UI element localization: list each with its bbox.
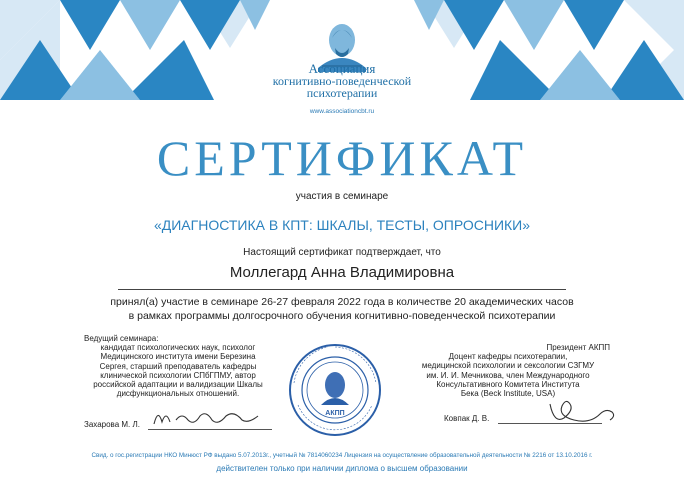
certificate-title: СЕРТИФИКАТ [156, 130, 528, 186]
certificate-subtitle: участия в семинаре [295, 191, 389, 202]
leader-sign-name: Захарова М. Л. [84, 420, 140, 429]
stamp-label: АКПП [325, 410, 345, 417]
president-credential-line: медицинской психологии и сексологии СЗГМУ [421, 361, 595, 371]
leader-credential-line: клинической психологии СПбГПМУ, автор [100, 370, 256, 380]
president-credential-line: им. И. И. Мечникова, член Международного [426, 370, 590, 380]
president-credential-line: Бека (Beck Institute, USA) [460, 389, 556, 399]
org-name-line2: когнитивно-поведенческой [272, 74, 412, 88]
leader-label: Ведущий семинара: [84, 334, 159, 343]
participation-text [60, 296, 624, 323]
president-signature [544, 396, 620, 426]
leader-credential-line: дисфункциональных отношений. [116, 389, 240, 399]
leader-signature [148, 402, 268, 430]
validity-note: действителен только при наличии диплома о высшем образовании [216, 464, 468, 473]
registration-note: Свид. о гос.регистрации НКО Минюст РФ выдано 5.07.2013г., учетный № 7814060234 Лицензия на осуществление образовательной деятельности № 2216 от 13.10.2016 г. [91, 452, 593, 459]
participation-line2: в рамках программы долгосрочного обучения когнитивно-поведенческой психотерапии [128, 309, 556, 322]
leader-credential-line: Сергея, старший преподаватель кафедры [99, 361, 257, 371]
leader-credential-line: кандидат психологических наук, психолог [100, 343, 256, 352]
leader-credential-line: Медицинского института имени Березина [100, 352, 256, 362]
president-sign-name: Ковпак Д. В. [444, 414, 490, 423]
president-credentials [404, 352, 612, 398]
president-credential-line: Консультативного Комитета Института [436, 379, 580, 389]
seminar-title: «ДИАГНОСТИКА В КПТ: ШКАЛЫ, ТЕСТЫ, ОПРОСНИКИ» [153, 217, 531, 233]
confirm-text: Настоящий сертификат подтверждает, что [243, 247, 441, 258]
leader-credentials [72, 343, 284, 399]
president-label: Президент АКПП [546, 343, 610, 352]
recipient-name: Моллегард Анна Владимировна [229, 264, 455, 281]
website-link[interactable]: www.associationcbt.ru [309, 108, 375, 115]
participation-line1: принял(а) участие в семинаре 26-27 февраля 2022 года в количестве 20 академических часов [110, 296, 574, 308]
leader-credential-line: российской адаптации и валидизации Шкалы [93, 380, 263, 390]
president-credential-line: Доцент кафедры психотерапии, [448, 352, 568, 361]
org-name-line3: психотерапии [306, 86, 378, 100]
association-stamp [288, 343, 382, 437]
org-name-line1: Ассоциация [308, 61, 376, 76]
name-underline [118, 289, 566, 290]
